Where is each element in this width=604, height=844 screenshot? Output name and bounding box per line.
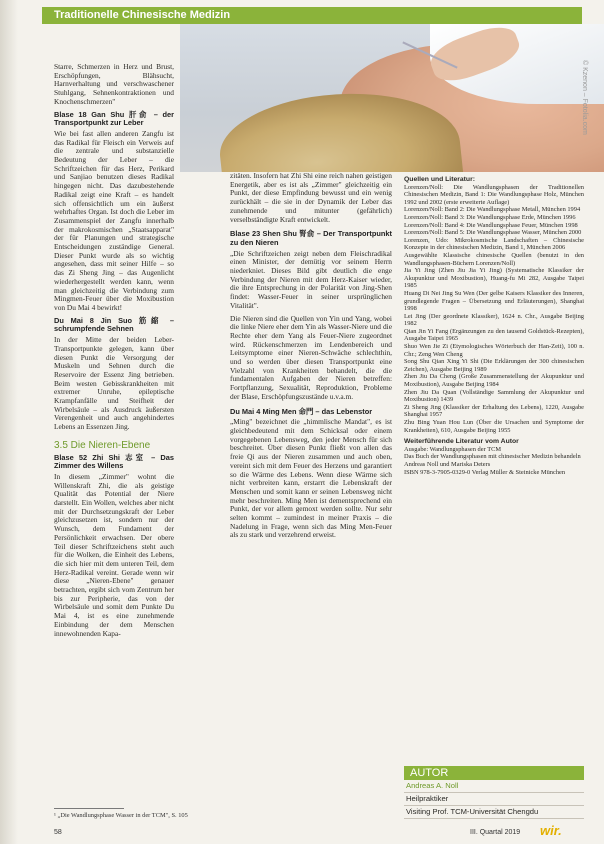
heading-ming-men: Du Mai 4 Ming Men 命門 – das Lebenstor <box>230 406 373 416</box>
page-number: 58 <box>54 829 62 836</box>
heading-jin-suo: Du Mai 8 Jin Suo 筋縮 – schrumpfende Sehnen <box>54 315 174 334</box>
further-reading-item: ISBN 978-3-7905-0329-0 Verlag Müller & Steinicke München <box>404 468 566 476</box>
reference-item: Lorenzen/Noll: Band 3: Die Wandlungsphase Erde, München 1996 <box>404 213 576 221</box>
references-list <box>404 184 584 435</box>
reference-item: Lorenzen/Noll: Band 5: Die Wandlungsphase Wasser, München 2000 <box>404 229 582 237</box>
footnote-rule <box>54 808 124 809</box>
reference-item: Zi Sheng Jing (Klassiker der Erhaltung des Lebens), 1220, Ausgabe Shanghai 1957 <box>404 403 584 419</box>
acupuncture-photo <box>180 24 604 172</box>
paragraph-shen-shu: Die Nieren sind die Quellen von Yin und Yang, wobei die linke Niere eher dem Yin als Wasser-Niere und die Rechte eher dem Yang als Feuer-Niere zugeordnet wird. Rückenschmerzen im Lendenbereich und Leitsymptome einer Nieren-Schwäche schlechthin, und so werden über diesen Transportpunkt eine Vielzahl von Krankheiten behandelt, die die fundamentalen Aufgaben der Nieren betreffen: Fortpflanzung, Sexualität, Reproduktion, Probleme der Blase, Erschöpfungszustände u.v.a.m. <box>230 313 392 401</box>
references-column <box>404 172 584 476</box>
reference-item: Qian Jin Yi Fang (Ergänzungen zu den tausend Goldstück-Rezepten), Ausgabe Taipei 1965 <box>404 327 584 343</box>
reference-item: Zhu Bing Yuan Hou Lun (Über die Ursachen und Symptome der Krankheiten), 610, Ausgabe Beijing 1955 <box>404 419 584 434</box>
reference-item: Zhen Jiu Da Cheng (Große Zusammenstellung der Akupunktur und Moxibustion), Ausgabe Beijing 1984 <box>404 373 584 389</box>
reference-item: Ausgewählte Klassische chinesische Quellen (benutzt in den Wandlungsphasen-Büchern Lorenzen/Noll) <box>404 251 584 267</box>
magazine-logo: wir. <box>540 823 562 838</box>
further-reading-item: Andreas Noll und Mariska Deters <box>404 460 491 468</box>
reference-item: Song Shu Qian Xing Yi Shi (Die Erklärungen der 300 chinesischen Zeichen), Ausgabe Beijing 1989 <box>404 358 584 373</box>
reference-item: Jia Yi Jing (Zhen Jiu Jia Yi Jing) (Systematische Klassiker der Akupunktur und Moxibustion), Huang-fu Mi 282, Ausgabe Taipei 1985 <box>404 267 584 290</box>
paragraph-zhi-shi-cont: zitäten. Insofern hat Zhi Shi eine reich nahen geistigen Energetik, aber es ist als „Zimmer" gleichzeitig ein Punkt, der diese Empfindung bewusst und ein wenig zurückhält – die sie in der Dynamik der Leber das zunehmende und mitunter (gefährlich) verselbständigte Kraft entwickelt. <box>230 171 392 224</box>
author-box <box>404 766 584 830</box>
reference-item: Lorenzen/Noll: Die Wandlungsphasen der Traditionellen Chinesischen Medizin, Band 1: Die Wandlungsphase Holz, München 1992 und 2002 (erste erweiterte Auflage) <box>404 183 584 206</box>
author-position: Visiting Prof. TCM-Universität Chengdu <box>404 806 584 819</box>
paragraph-shen-shu-quote: „Die Schriftzeichen zeigt neben dem Fleischradikal einen Minister, der demütig vor seinem Herrn niederkniet. Dieses Bild gibt deutlich die enge Verbindung der Nieren mit dem Herz-Kaiser wieder, die ihre Entsprechung in der Polarität von Jing-Shen findet: Wasser-Feuer in seiner ursprünglichen Vitalität". <box>230 248 392 310</box>
author-role: Heilpraktiker <box>404 793 584 806</box>
section-header-title: Traditionelle Chinesische Medizin <box>54 9 231 21</box>
section-heading-nieren: 3.5 Die Nieren-Ebene <box>54 439 151 451</box>
photo-credit: © Kzenon – Fotolia.com <box>581 60 588 135</box>
reference-item: Lei Jing (Der geordnete Klassiker), 1624 n. Chr., Ausgabe Beijing 1982 <box>404 312 584 328</box>
further-reading-item: Das Buch der Wandlungsphasen mit chinesischer Medizin behandeln <box>404 453 581 461</box>
footnote: ¹ „Die Wandlungsphase Wasser in der TCM", S. 105 <box>54 812 188 819</box>
paragraph-jin-suo: In der Mitte der beiden Leber-Transportpunkte gelegen, kann über diesen Punkt die Versorgung der Muskeln und Sehnen durch die Reservoire der Essenz Jing betrieben. Beim westen Gebisskrankheiten mit extremer Unruhe, epileptische Krampfanfälle und Steifheit der Wirbelsäule – als Ausdruck äußersten Verengenheit und auch angehindertes Lebens an Essenzen Jing. <box>54 335 174 432</box>
paragraph-zhi-shi: In diesem „Zimmer" wohnt die Willenskraft Zhi, die als geistige Qualität das Potential der Niere darstellt. Ein Wollen, welches aber nicht mit der Durchsetzungskraft der Leber gleichzusetzen ist, sondern nur der Wunsch, dem Fundament der Persönlichkeit erwachsen. Der obere Teil dieser Schriftzeichens steht auch für die Wolken, die Einheit des Lebens, die sich hier mit dem unteren Teil, dem Herz-Radikal vereint. Gerade wenn wir diese „Nieren-Ebene" genauer betrachten, ergibt sich vom Zentrum her bis zur Peripherie, das von der Wirbelsäule und somit dem Punkte Du Mai 4, ist es eine zunehmende Einbindung der dem Menschen innewohnenden Kapa- <box>54 471 174 638</box>
heading-zhi-shi: Blase 52 Zhi Shi 志室 – Das Zimmer des Willens <box>54 452 174 471</box>
column-2 <box>230 172 392 540</box>
further-reading-list <box>404 446 584 476</box>
column-1 <box>54 63 174 642</box>
author-name: Andreas A. Noll <box>404 780 584 793</box>
author-box-title: AUTOR <box>404 766 584 780</box>
heading-gan-shu: Blase 18 Gan Shu 肝俞 – der Transportpunkt zur Leber <box>54 109 174 128</box>
page-gutter-shadow <box>0 0 18 844</box>
further-reading-item: Ausgabe: Wandlungsphasen der TCM <box>404 445 502 453</box>
paragraph-gan-shu: Wie bei fast allen anderen Zangfu ist das Radikal für Fleisch ein Verweis auf die zentrale und substanzielle Bedeutung der Leber – die Schriftzeichen für das Herz, Perikard und Sanjiao benutzen dieses Radikal hingegen nicht. Das dazubestehende Radikal zeigt eine Kraft – es handelt sich offensichtlich um ein äußerst wehrhaftes Organ. Ist doch die Leber im Zusammenspiel der Zangfu innerhalb der makrokosmischen „Staatsapparat" der für Planungen und strategische Entscheidungen zuständige General. Dieser Punkt wurde als so wichtig angesehen, dass mit seiner Hilfe – so das Zi Sheng Jing – das Augenlicht wiederhergestellt werden kann, wenn man gleichzeitig die Verbindung zum Mingmen-Feuer über die Moxibustion von Du Mai 4 bewirkt! <box>54 128 174 312</box>
reference-item: Lorenzen/Noll: Band 4: Die Wandlungsphase Feuer, München 1998 <box>404 221 578 229</box>
reference-item: Lorenzen/Noll: Band 2: Die Wandlungsphase Metall, München 1994 <box>404 206 581 214</box>
reference-item: Huang Di Nei Jing Su Wen (Der gelbe Kaisers Klassiker des Inneren, grundlegende Fragen – Übersetzung und Erläuterungen), Shanghai 1998 <box>404 289 584 313</box>
further-reading-heading: Weiterführende Literatur vom Autor <box>404 438 519 446</box>
issue-label: III. Quartal 2019 <box>470 829 521 836</box>
references-heading: Quellen und Literatur: <box>404 176 475 183</box>
heading-shen-shu: Blase 23 Shen Shu 腎俞 – Der Transportpunkt zu den Nieren <box>230 229 392 247</box>
col1-intro: Starre, Schmerzen in Herz und Brust, Erschöpfungen, Blähsucht, Harnverhaltung und verschwaschener Stuhlgang, Sehnenkontraktionen und Knochenschmerzen" <box>54 62 174 106</box>
reference-item: Zhen Jiu Da Quan (Vollständige Sammlung der Akupunktur und Moxibustion) 1439 <box>404 388 584 404</box>
reference-item: Shuo Wen Jie Zi (Etymologisches Wörterbuch der Han-Zeit), 100 n. Chr.; Zeng Wen Cheng <box>404 343 584 358</box>
paragraph-ming-men: „Ming" bezeichnet die „himmlische Mandat", es ist gleichbedeutend mit dem Schicksal oder einem vorgegebenen Lebensweg, den jeder Mensch für sich beschreitet. Über diesen Punkt fließt von allen das freie Qi aus der Nieren zusammen und auch oben, vereint sich mit dem Feuer des Herzens und garantiert so die Wärme des Lebens. Wenn diese Wärme sich nicht verbreiten kann, erstarrt die Lebenskraft der Menschen und somit kann er seinen Lebensweg nicht mehr beschreiten. Ming Men ist dementsprechend ein Punkt, der vor allem gemoxt werden sollte. Nur sehr selten kommt – zumindest in meiner Praxis – die Nadelung in Frage, wenn sich das Ming Men-Feuer als zu stark und verzehrend erweist. <box>230 417 392 540</box>
reference-item: Lorenzen, Udo: Mikrokosmische Landschaften – Chinesische Konzepte in der chinesischen Medizin, Band 1, München 2006 <box>404 236 584 252</box>
